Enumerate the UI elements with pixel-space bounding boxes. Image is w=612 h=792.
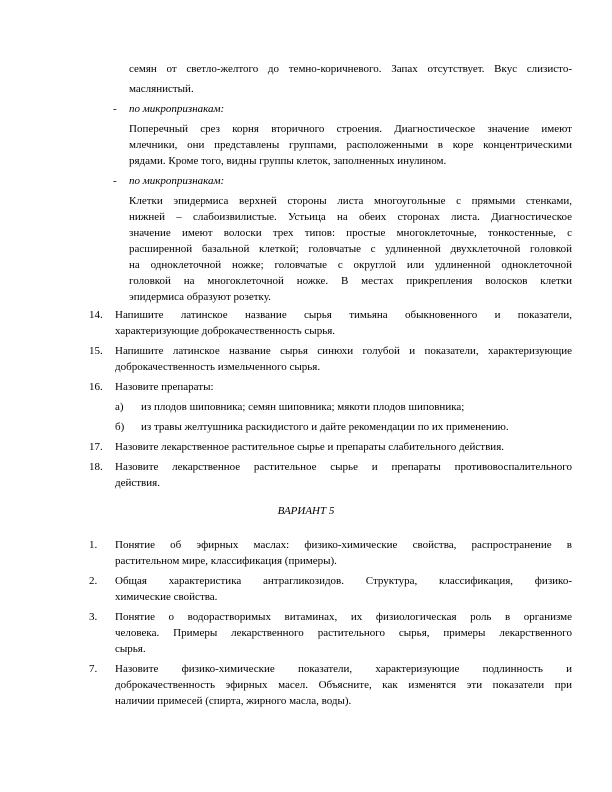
item-number: 1. [89, 539, 98, 551]
question-number: 17. [89, 441, 103, 453]
item-text-line: растительном мире, классификация (примеры). [115, 555, 337, 567]
section-heading: по микропризнакам: [129, 175, 225, 187]
variant-title: ВАРИАНТ 5 [277, 505, 335, 517]
body-text-line: расширенной базальной клеткой; головчатые с удлиненной двухклеточной головкой [129, 243, 572, 255]
item-text-line: Понятие об эфирных маслах: физико-химические свойства, распространение в [115, 539, 572, 551]
body-text-line: нижней – слабоизвилистые. Устьица на обеих сторонах листа. Диагностическое [129, 211, 572, 223]
item-text-line: сырья. [115, 643, 146, 655]
body-text-line: Клетки эпидермиса верхней стороны листа многоугольные с прямыми стенками, [129, 195, 572, 207]
question-number: 14. [89, 309, 103, 321]
sub-item-text: из плодов шиповника; семян шиповника; мякоти плодов шиповника; [141, 401, 465, 413]
question-text-line: Назовите лекарственное растительное сырье и препараты слабительного действия. [115, 441, 505, 453]
item-text-line: химические свойства. [115, 591, 218, 603]
question-text-line: Назовите лекарственное растительное сырье и препараты противовоспалительного [115, 461, 572, 473]
item-number: 7. [89, 663, 98, 675]
item-text-line: человека. Примеры лекарственного растительного сырья, примеры лекарственного [115, 627, 572, 639]
question-text-line: действия. [115, 477, 160, 489]
section-heading: по микропризнакам: [129, 103, 225, 115]
body-text-line: головкой на многоклеточной ножке. В местах прикрепления волосков клетки [129, 275, 572, 287]
question-number: 15. [89, 345, 103, 357]
sub-item-text: из травы желтушника раскидистого и дайте рекомендации по их применению. [141, 421, 509, 433]
question-text-line: Назовите препараты: [115, 381, 214, 393]
list-dash: - [113, 103, 117, 115]
item-text-line: Назовите физико-химические показатели, характеризующие подлинность и [115, 663, 572, 675]
body-text-line: значение имеют волоски трех типов: простые многоклеточные, тонкостенные, с [129, 227, 572, 239]
sub-item-label: б) [115, 421, 125, 433]
question-number: 18. [89, 461, 103, 473]
body-text-line: на одноклеточной ножке; головчатые с округлой или удлиненной одноклеточной [129, 259, 572, 271]
body-text-line: эпидермиса образуют розетку. [129, 291, 271, 303]
sub-item-label: а) [115, 401, 124, 413]
question-text-line: характеризующие доброкачественность сырья. [115, 325, 336, 337]
body-text-line: млечники, они представлены группами, расположенными в коре концентрическими [129, 139, 572, 151]
item-text-line: Общая характеристика антрагликозидов. Структура, классификация, физико- [115, 575, 572, 587]
body-text-line: маслянистый. [129, 83, 194, 95]
list-dash: - [113, 175, 117, 187]
item-number: 3. [89, 611, 98, 623]
item-text-line: наличии примесей (спирта, жирного масла, воды). [115, 695, 352, 707]
body-text-line: Поперечный срез корня вторичного строения. Диагностическое значение имеют [129, 123, 572, 135]
body-text-line: рядами. Кроме того, видны группы клеток, заполненных инулином. [129, 155, 447, 167]
item-text-line: Понятие о водорастворимых витаминах, их физиологическая роль в организме [115, 611, 572, 623]
question-text-line: Напишите латинское название сырья тимьяна обыкновенного и показатели, [115, 309, 572, 321]
item-number: 2. [89, 575, 98, 587]
question-text-line: Напишите латинское название сырья синюхи голубой и показатели, характеризующие [115, 345, 572, 357]
question-number: 16. [89, 381, 103, 393]
question-text-line: доброкачественность измельченного сырья. [115, 361, 321, 373]
item-text-line: доброкачественность эфирных масел. Объясните, как изменятся эти показатели при [115, 679, 572, 691]
body-text-line: семян от светло-желтого до темно-коричневого. Запах отсутствует. Вкус слизисто- [129, 63, 572, 75]
